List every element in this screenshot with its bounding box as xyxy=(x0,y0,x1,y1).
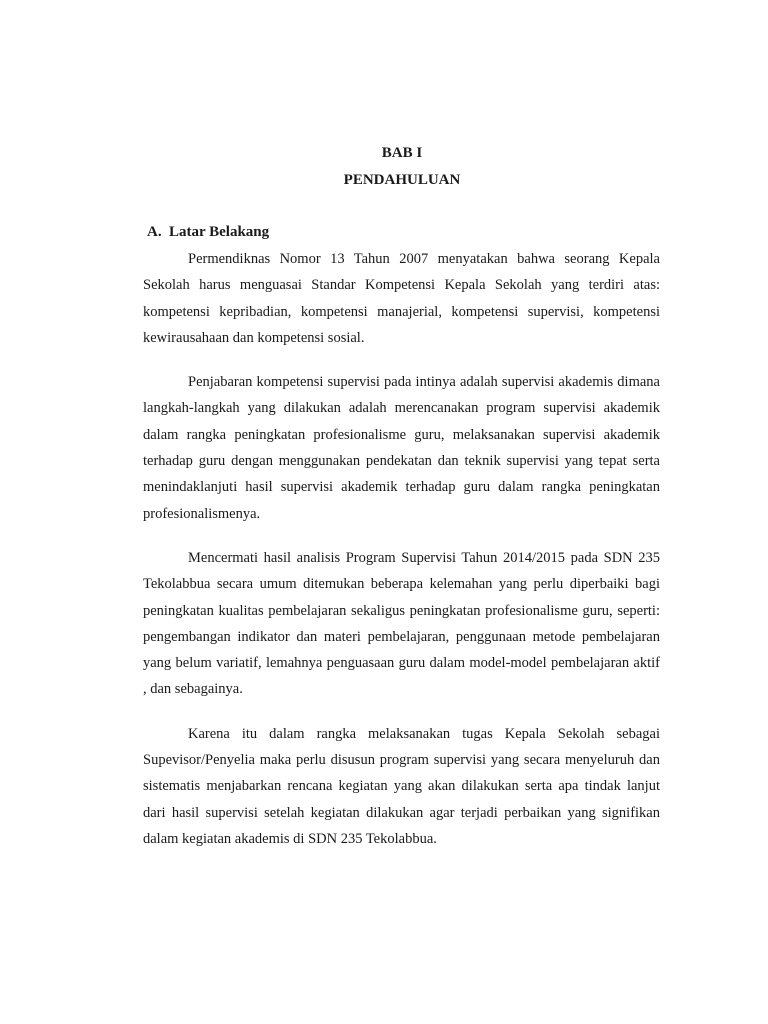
paragraph-3: Mencermati hasil analisis Program Supervisi Tahun 2014/2015 pada SDN 235 Tekolabbua secara umum ditemukan beberapa kelemahan yang perlu diperbaiki bagi peningkatan kualitas pembelajaran sekaligus peningkatan profesionalisme guru, seperti: pengembangan indikator dan materi pembelajaran, penggunaan metode pembelajaran yang belum variatif, lemahnya penguasaan guru dalam model-model pembelajaran aktif , dan sebagainya. xyxy=(143,549,660,698)
section-heading xyxy=(147,222,269,242)
chapter-title: PENDAHULUAN xyxy=(343,172,461,188)
chapter-number: BAB I xyxy=(381,145,423,161)
section-number: A. xyxy=(147,224,162,240)
section-title: Latar Belakang xyxy=(169,224,270,240)
paragraph-4: Karena itu dalam rangka melaksanakan tugas Kepala Sekolah sebagai Supevisor/Penyelia maka perlu disusun program supervisi yang secara menyeluruh dan sistematis menjabarkan rencana kegiatan yang akan dilakukan serta apa tindak lanjut dari hasil supervisi setelah kegiatan dilakukan agar terjadi perbaikan yang signifikan dalam kegiatan akademis di SDN 235 Tekolabbua. xyxy=(143,725,660,847)
paragraph-2: Penjabaran kompetensi supervisi pada intinya adalah supervisi akademis dimana langkah-langkah yang dilakukan adalah merencanakan program supervisi akademik dalam rangka peningkatan profesionalisme guru, melaksanakan supervisi akademik terhadap guru dengan menggunakan pendekatan dan teknik supervisi yang tepat serta menindaklanjuti hasil supervisi akademik terhadap guru dalam rangka peningkatan profesionalismenya. xyxy=(143,374,660,522)
document-body xyxy=(143,246,660,870)
paragraph-1: Permendiknas Nomor 13 Tahun 2007 menyatakan bahwa seorang Kepala Sekolah harus menguasai Standar Kompetensi Kepala Sekolah yang terdiri atas: kompetensi kepribadian, kompetensi manajerial, kompetensi supervisi, kompetensi kewirausahaan dan kompetensi sosial. xyxy=(143,251,660,346)
